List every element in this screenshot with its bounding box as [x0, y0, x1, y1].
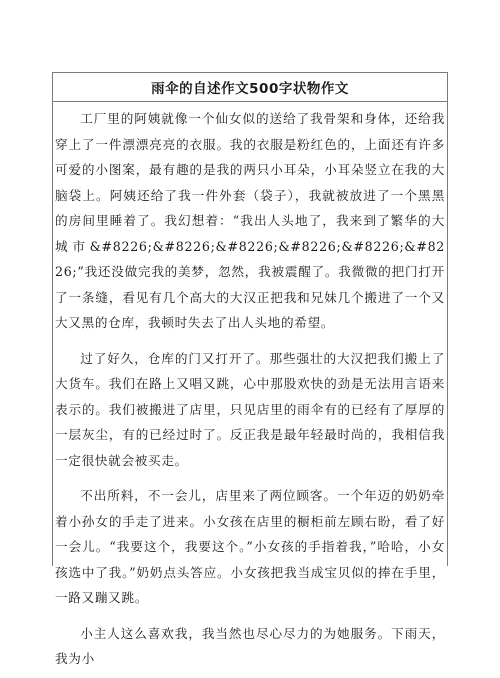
article-paragraph: 过了好久，仓库的门又打开了。那些强壮的大汉把我们搬上了大货车。我们在路上又唱又跳，心中那股欢快的劲是无法用言语来表示的。我们被搬进了店里，只见店里的雨伞有的已经有了厚厚的一层灰尘，有的已经过时了。反正我是最年轻最时尚的，我相信我一定很快就会被买走。 [55, 350, 445, 468]
article-body [53, 102, 447, 678]
article-table [52, 72, 448, 666]
article-paragraph: 工厂里的阿姨就像一个仙女似的送给了我骨架和身体，还给我穿上了一件漂漂亮亮的衣服。我的衣服是粉红色的，上面还有许多可爱的小图案，最有趣的是我的两只小耳朵，小耳朵竖立在我的大脑袋上。阿姨还给了我一件外套（袋子），我就被放进了一个黑黑的房间里睡着了。我幻想着：“我出人头地了，我来到了繁华的大城市&#8226;&#8226;&#8226;&#8226;&#8226;&#8226;”我还没做完我的美梦，忽然，我被震醒了。我微微的把门打开了一条缝，看见有几个高大的大汉正把我和兄妹几个搬进了一个又大又黑的仓库，我顿时失去了出人头地的希望。 [55, 111, 445, 330]
article-paragraph: 小主人这么喜欢我，我当然也尽心尽力的为她服务。下雨天，我为小 [55, 625, 445, 666]
article-title: 雨伞的自述作文500字状物作文 [53, 73, 447, 102]
article-paragraph: 不出所料，不一会儿，店里来了两位顾客。一个年迈的奶奶牵着小孙女的手走了进来。小女孩在店里的橱柜前左顾右盼，看了好一会儿。“我要这个，我要这个。”小女孩的手指着我，”哈哈，小女孩选中了我。”奶奶点头答应。小女孩把我当成宝贝似的捧在手里，一路又蹦又跳。 [55, 488, 445, 605]
